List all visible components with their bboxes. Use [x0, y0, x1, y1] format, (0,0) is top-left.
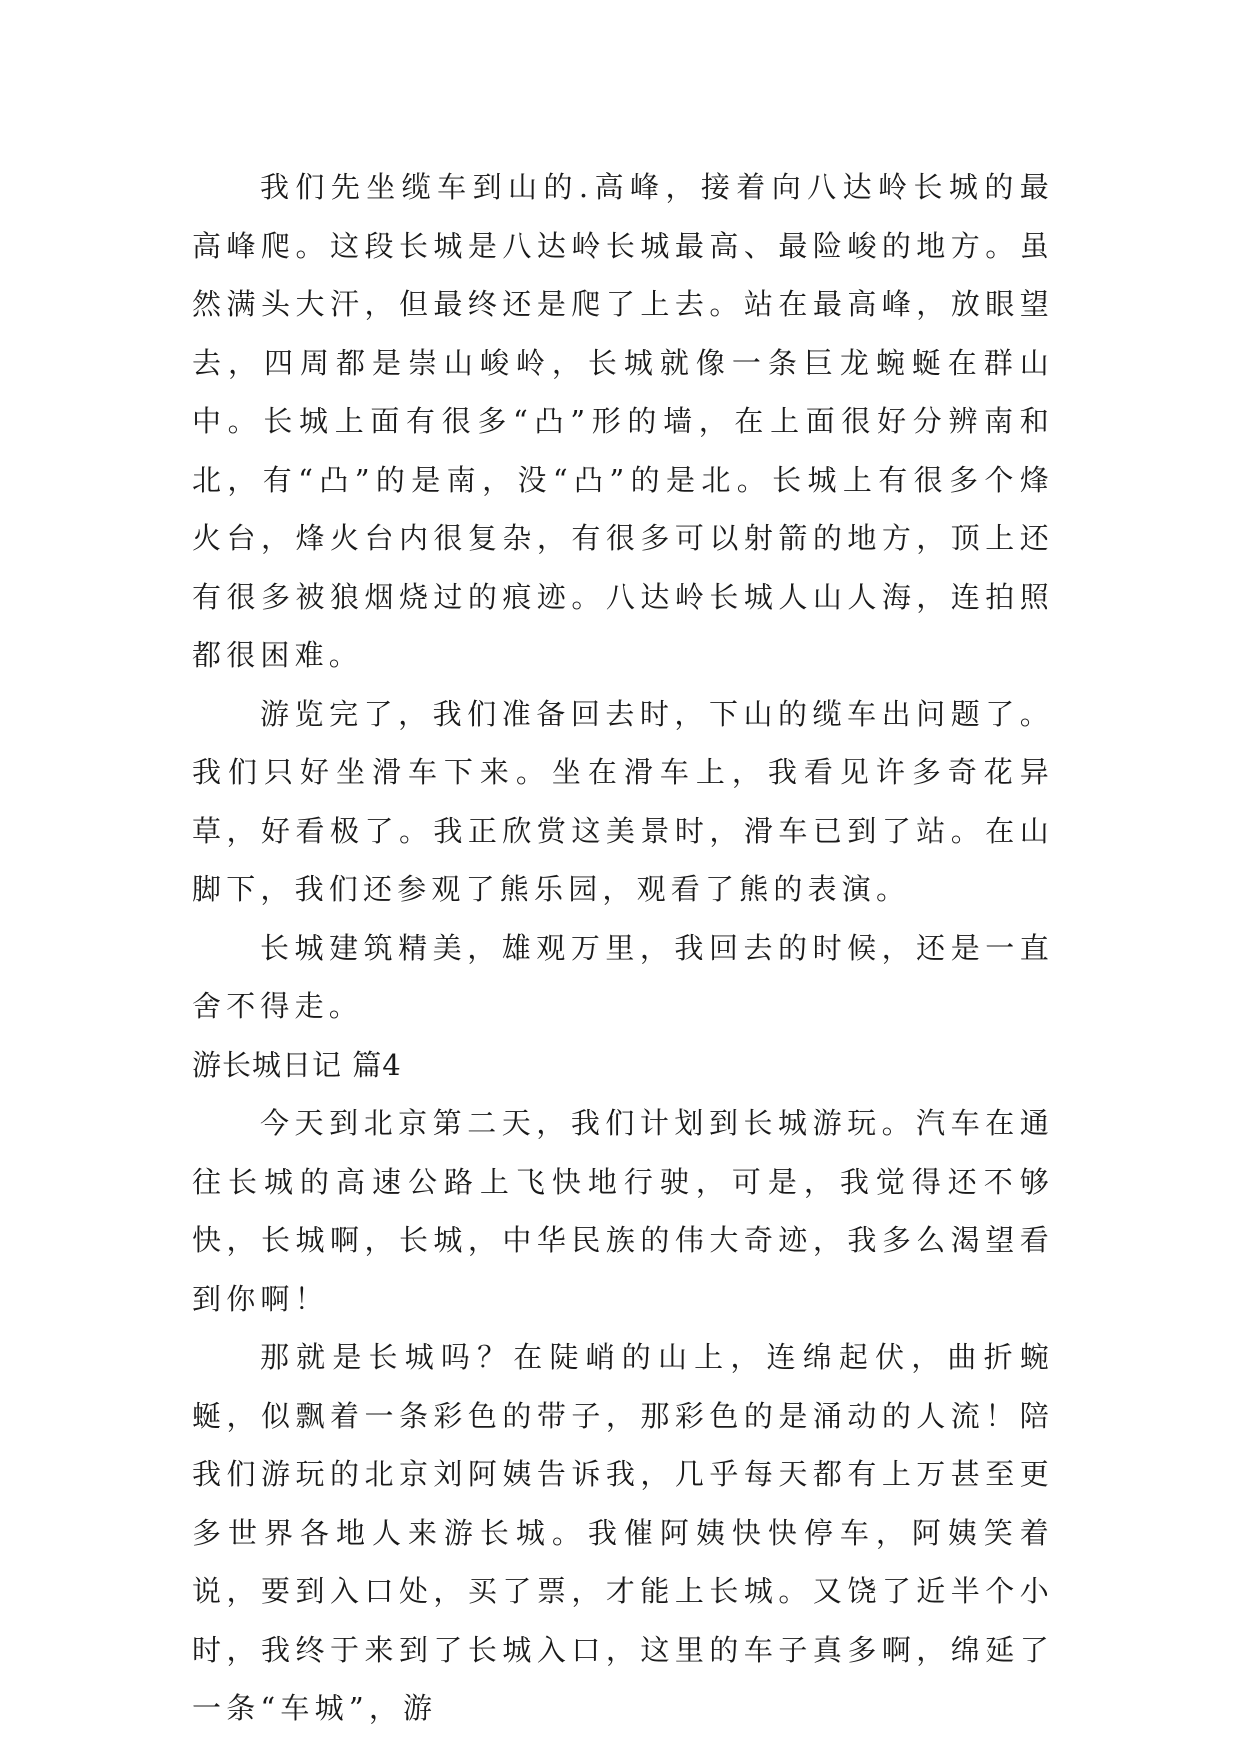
document-body — [192, 158, 1054, 1738]
section-heading: 游长城日记 篇4 — [192, 1047, 402, 1082]
paragraph: 今天到北京第二天，我们计划到长城游玩。汽车在通往长城的高速公路上飞快地行驶，可是，我觉得还不够快，长城啊，长城，中华民族的伟大奇迹，我多么渴望看到你啊！ — [192, 1106, 1054, 1316]
paragraph: 我们先坐缆车到山的.高峰，接着向八达岭长城的最高峰爬。这段长城是八达岭长城最高、最险峻的地方。虽然满头大汗，但最终还是爬了上去。站在最高峰，放眼望去，四周都是崇山峻岭，长城就像一条巨龙蜿蜒在群山中。长城上面有很多“凸”形的墙，在上面很好分辨南和北，有“凸”的是南，没“凸”的是北。长城上有很多个烽火台，烽火台内很复杂，有很多可以射箭的地方，顶上还有很多被狼烟烧过的痕迹。八达岭长城人山人海，连拍照都很困难。 — [192, 170, 1054, 672]
paragraph: 那就是长城吗？在陡峭的山上，连绵起伏，曲折蜿蜒，似飘着一条彩色的带子，那彩色的是涌动的人流！陪我们游玩的北京刘阿姨告诉我，几乎每天都有上万甚至更多世界各地人来游长城。我催阿姨快快停车，阿姨笑着说，要到入口处，买了票，才能上长城。又饶了近半个小时，我终于来到了长城入口，这里的车子真多啊，绵延了一条“车城”，游 — [192, 1340, 1054, 1725]
paragraph: 长城建筑精美，雄观万里，我回去的时候，还是一直舍不得走。 — [192, 930, 1054, 1023]
paragraph: 游览完了，我们准备回去时，下山的缆车出问题了。我们只好坐滑车下来。坐在滑车上，我看见许多奇花异草，好看极了。我正欣赏这美景时，滑车已到了站。在山脚下，我们还参观了熊乐园，观看了熊的表演。 — [192, 696, 1054, 906]
